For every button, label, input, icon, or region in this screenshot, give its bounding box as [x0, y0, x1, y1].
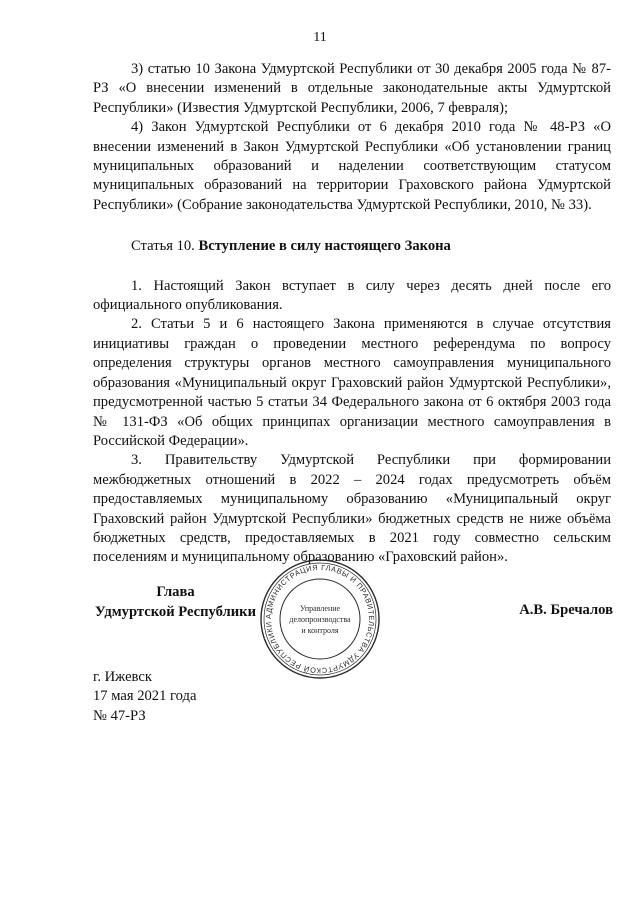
seal-inner-line-2: делопроизводства [289, 615, 351, 624]
page-number: 11 [313, 30, 327, 45]
article-paragraph-3: 3. Правительству Удмуртской Республики при формировании межбюджетных отношений в 2022 – 2024 годах предусмотреть объём предоставляемых муниципальному образованию «Муниципальный округ Граховский район Удмуртской Республики» бюджетных средств не ниже объёма бюджетных средств, предоставляемых в 2021 году совместно сельским поселениям и муниципальному образованию «Граховский район». [93, 452, 611, 566]
official-seal-stamp [258, 557, 382, 681]
seal-outer-text: АДМИНИСТРАЦИЯ ГЛАВЫ И ПРАВИТЕЛЬСТВА УДМУРТСКОЙ РЕСПУБЛИКИ [263, 562, 377, 676]
article-heading [93, 237, 611, 256]
signatory-title [93, 582, 258, 622]
signatory-title-line1: Глава [156, 584, 195, 600]
seal-inner-line-3: и контроля [301, 626, 339, 635]
footer-city: г. Ижевск [93, 669, 152, 685]
article-paragraph-2: 2. Статьи 5 и 6 настоящего Закона применяются в случае отсутствия инициативы граждан о проведении местного референдума по вопросу определения структуры органов местного самоуправления муниципального образования «Муниципальный округ Граховский район Удмуртской Республики», предусмотренной частью 5 статьи 34 Федерального закона от 6 октября 2003 года № 131-ФЗ «Об общих принципах организации местного самоуправления в Российской Федерации». [93, 316, 611, 449]
paragraph-item-4: 4) Закон Удмуртской Республики от 6 декабря 2010 года № 48-РЗ «О внесении изменений в Закон Удмуртской Республики «Об установлении границ муниципальных образований и наделении соответствующим статусом муниципальных образований на территории Граховского района Удмуртской Республики» (Собрание законодательства Удмуртской Республики, 2010, № 33). [93, 119, 611, 213]
signatory-name: А.В. Бречалов [519, 602, 613, 618]
document-body [93, 60, 611, 568]
footer-law-number: № 47-РЗ [93, 707, 146, 724]
article-prefix: Статья 10. [131, 238, 199, 255]
signature-block [93, 562, 613, 676]
footer-date: 17 мая 2021 года [93, 688, 197, 705]
seal-inner-line-1: Управление [299, 604, 341, 613]
signatory-title-line2: Удмуртской Республики [95, 604, 256, 620]
document-footer [93, 668, 196, 726]
article-paragraph-1: 1. Настоящий Закон вступает в силу через десять дней после его официального опубликования. [93, 277, 611, 314]
paragraph-item-3: 3) статью 10 Закона Удмуртской Республики от 30 декабря 2005 года № 87-РЗ «О внесении изменений в отдельные законодательные акты Удмуртской Республики» (Известия Удмуртской Республики, 2006, 7 февраля); [93, 61, 611, 116]
article-title: Вступление в силу настоящего Закона [198, 238, 451, 255]
